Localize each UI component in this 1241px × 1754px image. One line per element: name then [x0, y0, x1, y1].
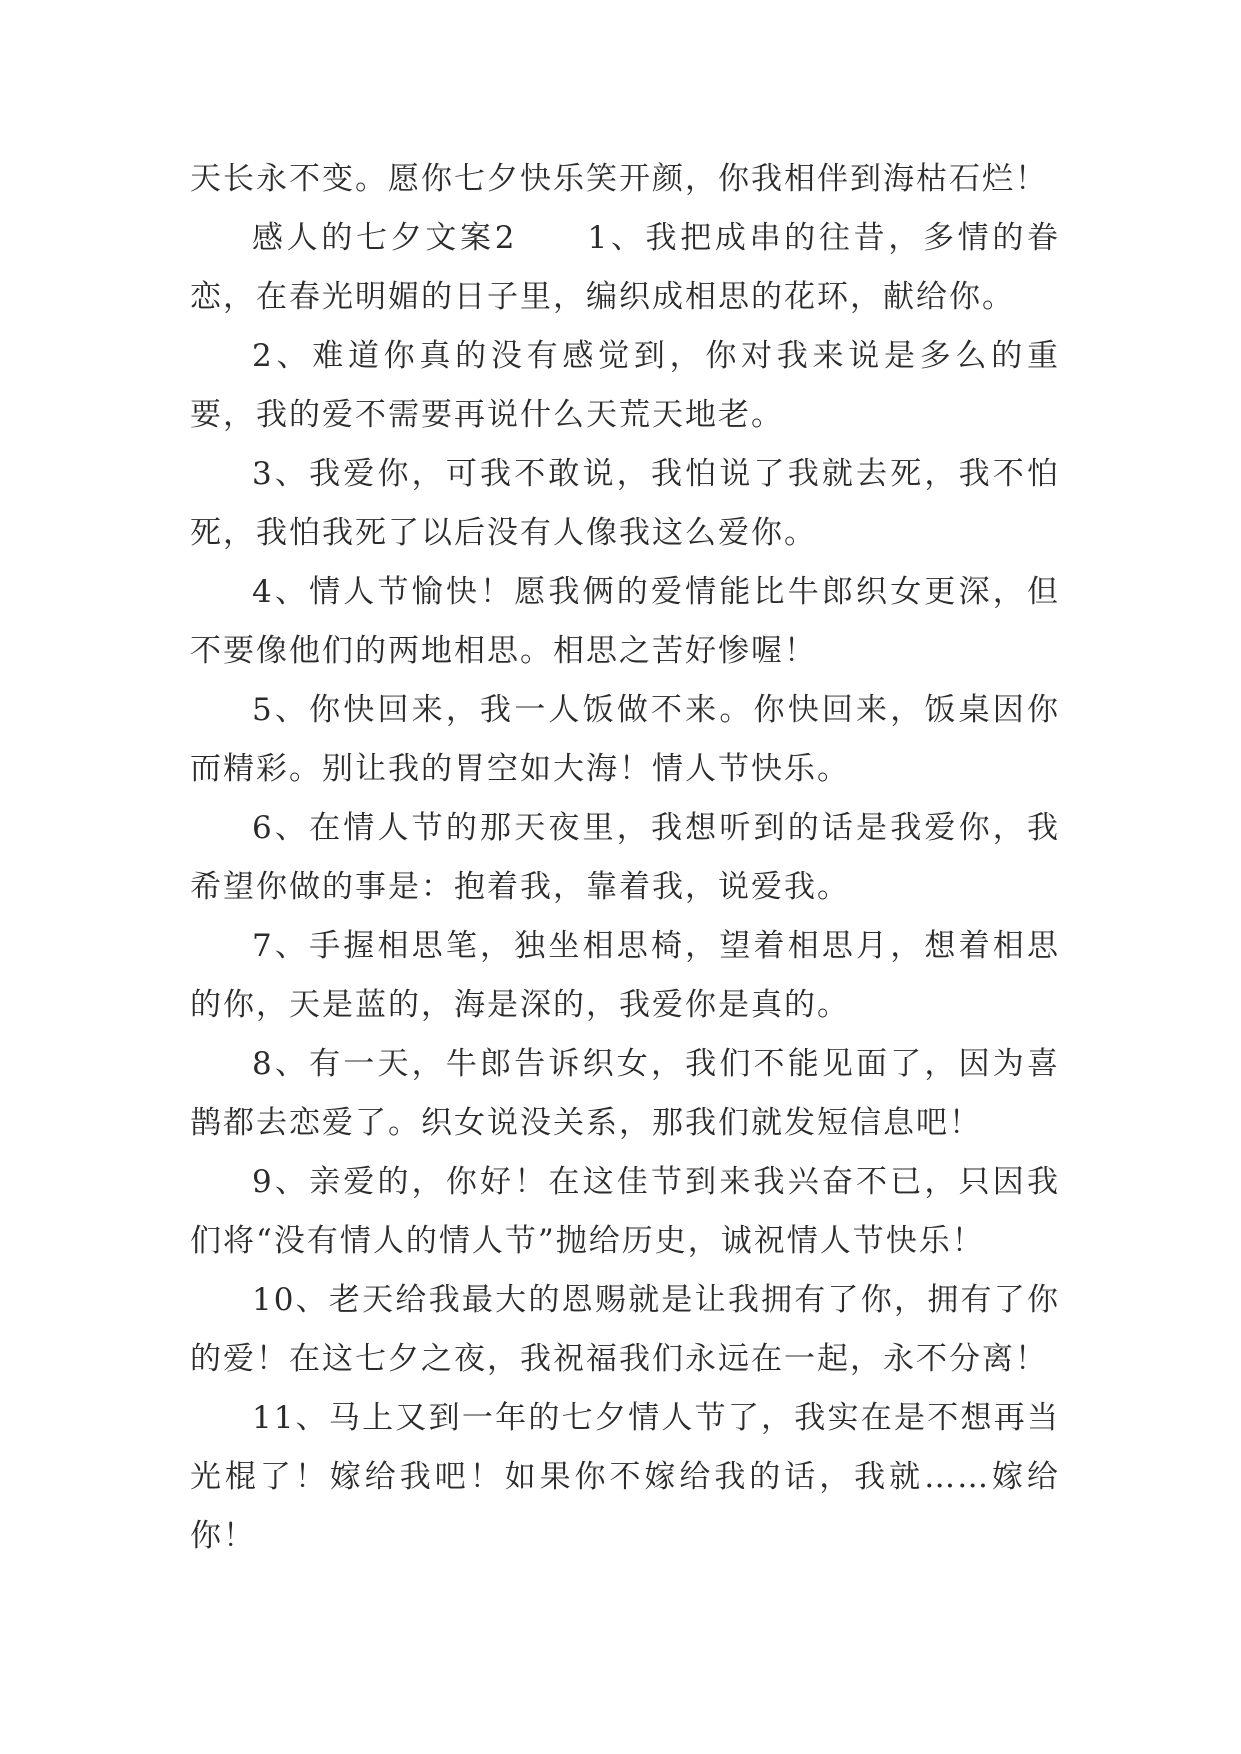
paragraph-continuation: 天长永不变。愿你七夕快乐笑开颜，你我相伴到海枯石烂！ — [190, 161, 1048, 197]
paragraph-item-2: 2、难道你真的没有感觉到，你对我来说是多么的重要，我的爱不需要再说什么天荒天地老。 — [190, 338, 1060, 433]
paragraph-item-5: 5、你快回来，我一人饭做不来。你快回来，饭桌因你而精彩。别让我的胃空如大海！情人节快乐。 — [190, 692, 1060, 787]
paragraph-item-3: 3、我爱你，可我不敢说，我怕说了我就去死，我不怕死，我怕我死了以后没有人像我这么爱你。 — [190, 456, 1060, 551]
paragraph-item-10: 10、老天给我最大的恩赐就是让我拥有了你，拥有了你的爱！在这七夕之夜，我祝福我们永远在一起，永不分离！ — [190, 1282, 1060, 1377]
paragraph-item-6: 6、在情人节的那天夜里，我想听到的话是我爱你，我希望你做的事是：抱着我，靠着我，说爱我。 — [190, 810, 1060, 905]
paragraph-item-7: 7、手握相思笔，独坐相思椅，望着相思月，想着相思的你，天是蓝的，海是深的，我爱你是真的。 — [190, 928, 1060, 1023]
paragraph-item-4: 4、情人节愉快！愿我俩的爱情能比牛郎织女更深，但不要像他们的两地相思。相思之苦好惨喔！ — [190, 574, 1060, 669]
paragraph-item-11: 11、马上又到一年的七夕情人节了，我实在是不想再当光棍了！嫁给我吧！如果你不嫁给我的话，我就……嫁给你！ — [190, 1400, 1060, 1554]
paragraph-item-9: 9、亲爱的，你好！在这佳节到来我兴奋不已，只因我们将“没有情人的情人节”抛给历史，诚祝情人节快乐！ — [190, 1164, 1060, 1259]
paragraph-heading-item-1: 感人的七夕文案2 1、我把成串的往昔，多情的眷恋，在春光明媚的日子里，编织成相思的花环，献给你。 — [190, 220, 1060, 315]
paragraph-item-8: 8、有一天，牛郎告诉织女，我们不能见面了，因为喜鹊都去恋爱了。织女说没关系，那我们就发短信息吧！ — [190, 1046, 1060, 1141]
document-page — [190, 150, 1060, 1566]
